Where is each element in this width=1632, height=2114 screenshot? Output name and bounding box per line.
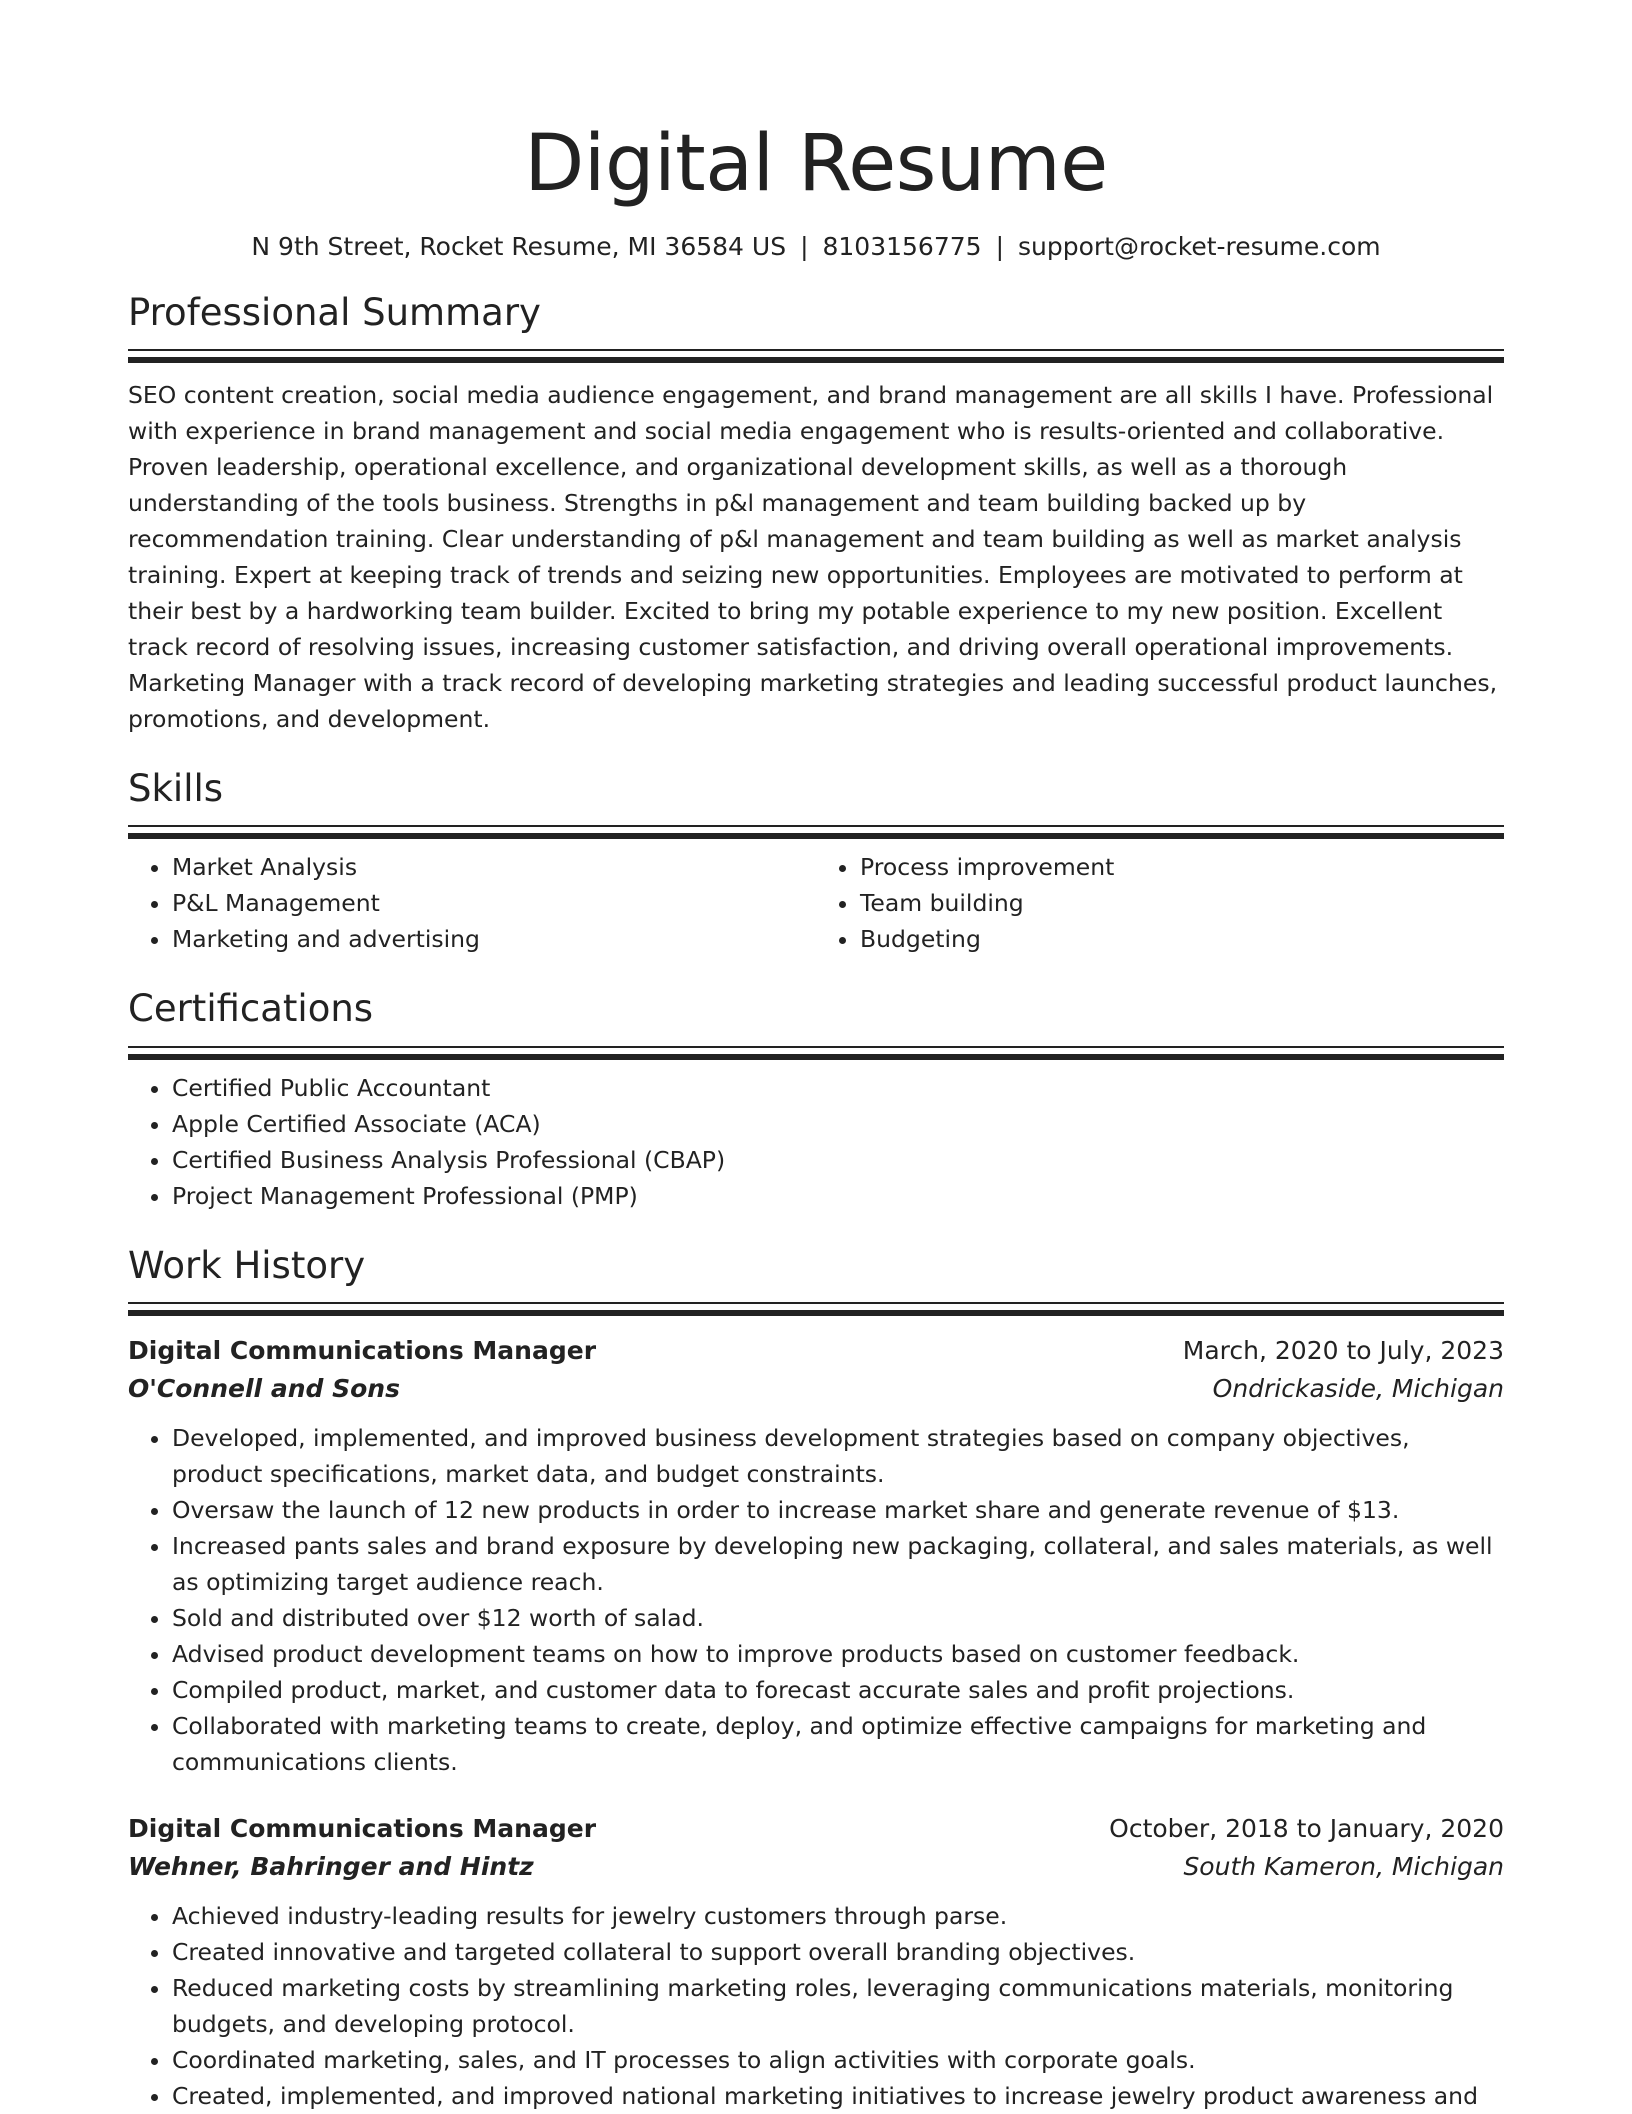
skill-item: • Marketing and advertising [172, 921, 816, 957]
job-bullet: • Created, implemented, and improved national marketing initiatives to increase jewelry product awareness and [172, 2078, 1504, 2114]
certifications-section [128, 987, 1504, 1213]
certification-item: • Project Management Professional (PMP) [172, 1178, 1504, 1214]
job-company-row [128, 1848, 1504, 1886]
job-header-row [128, 1332, 1504, 1370]
job-company: Wehner, Bahringer and Hintz [128, 1852, 534, 1882]
job-dates: October, 2018 to January, 2020 [1109, 1814, 1504, 1844]
job-company-row [128, 1370, 1504, 1408]
contact-address: N 9th Street, Rocket Resume, MI 36584 US [251, 231, 787, 261]
certification-item: • Apple Certified Associate (ACA) [172, 1106, 1504, 1142]
job-bullets [128, 1898, 1504, 2114]
contact-separator: | [800, 231, 809, 261]
job-bullets [128, 1420, 1504, 1780]
job-bullet: • Increased pants sales and brand exposure by developing new packaging, collateral, and sales materials, as well as optimizing target audience reach. [172, 1528, 1504, 1600]
job-header-row [128, 1810, 1504, 1848]
skill-item: • Market Analysis [172, 849, 816, 885]
section-title-certifications: Certifications [128, 987, 374, 1031]
job-bullet: • Reduced marketing costs by streamlining marketing roles, leveraging communications materials, monitoring budgets, and developing protocol. [172, 1970, 1504, 2042]
certification-item: • Certified Business Analysis Professional (CBAP) [172, 1142, 1504, 1178]
skill-item: • Team building [860, 885, 1504, 921]
skill-item: • Process improvement [860, 849, 1504, 885]
section-divider [128, 1046, 1504, 1060]
resume-name: Digital Resume [524, 119, 1108, 209]
job-dates: March, 2020 to July, 2023 [1182, 1336, 1504, 1366]
skills-list-right [816, 849, 1504, 957]
skills-list-left [128, 849, 816, 957]
skill-item: • Budgeting [860, 921, 1504, 957]
resume-page [128, 0, 1504, 2114]
contact-line [128, 232, 1504, 261]
job-title: Digital Communications Manager [128, 1814, 597, 1844]
contact-separator: | [995, 231, 1004, 261]
job-entry [128, 1810, 1504, 2114]
job-bullet: • Developed, implemented, and improved business development strategies based on company objectives, product specifications, market data, and budget constraints. [172, 1420, 1504, 1492]
skills-grid [128, 839, 1504, 957]
job-bullet: • Oversaw the launch of 12 new products in order to increase market share and generate revenue of $13. [172, 1492, 1504, 1528]
section-divider [128, 349, 1504, 363]
work-history-section [128, 1244, 1504, 2114]
job-bullet: • Sold and distributed over $12 worth of salad. [172, 1600, 1504, 1636]
job-title: Digital Communications Manager [128, 1336, 597, 1366]
job-bullet: • Compiled product, market, and customer data to forecast accurate sales and profit projections. [172, 1672, 1504, 1708]
skill-item: • P&L Management [172, 885, 816, 921]
summary-text: SEO content creation, social media audience engagement, and brand management are all skills I have. Professional with experience in brand management and social media engagement who is results-oriented and collaborative. Proven leadership, operational excellence, and organizational development skills, as well as a thorough understanding of the tools business. Strengths in p&l management and team building backed up by recommendation training. Clear understanding of p&l management and team building as well as market analysis training. Expert at keeping track of trends and seizing new opportunities. Employees are motivated to perform at their best by a hardworking team builder. Excited to bring my potable experience to my new position. Excellent track record of resolving issues, increasing customer satisfaction, and driving overall operational improvements. Marketing Manager with a track record of developing marketing strategies and leading successful product launches, promotions, and development. [128, 380, 1498, 733]
job-company: O'Connell and Sons [128, 1374, 400, 1404]
section-title-skills: Skills [128, 766, 224, 810]
section-title-work-history: Work History [128, 1243, 366, 1287]
certifications-list [128, 1070, 1504, 1214]
skills-section [128, 767, 1504, 957]
section-divider [128, 825, 1504, 839]
job-bullet: • Collaborated with marketing teams to create, deploy, and optimize effective campaigns for marketing and communications clients. [172, 1708, 1504, 1780]
job-bullet: • Created innovative and targeted collateral to support overall branding objectives. [172, 1934, 1504, 1970]
section-divider [128, 1302, 1504, 1316]
summary-section [128, 291, 1504, 737]
job-location: Ondrickaside, Michigan [1212, 1374, 1504, 1404]
job-bullet: • Advised product development teams on how to improve products based on customer feedback. [172, 1636, 1504, 1672]
certification-item: • Certified Public Accountant [172, 1070, 1504, 1106]
contact-phone: 8103156775 [822, 231, 982, 261]
job-entry [128, 1332, 1504, 1780]
job-bullet: • Coordinated marketing, sales, and IT processes to align activities with corporate goals. [172, 2042, 1504, 2078]
job-bullet: • Achieved industry-leading results for jewelry customers through parse. [172, 1898, 1504, 1934]
contact-email: support@rocket-resume.com [1018, 231, 1381, 261]
job-location: South Kameron, Michigan [1183, 1852, 1504, 1882]
section-title-summary: Professional Summary [128, 290, 541, 334]
